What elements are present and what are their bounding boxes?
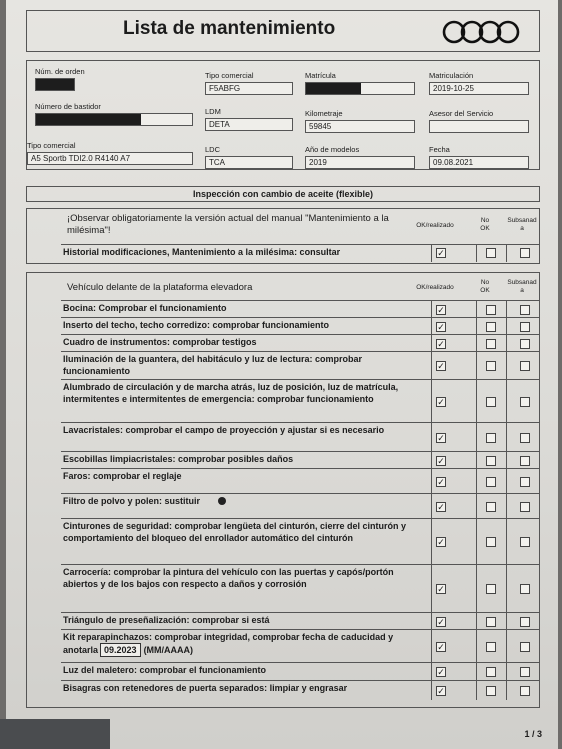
title-box [26,10,540,52]
nook-checkbox[interactable] [486,456,496,466]
nook-checkbox[interactable] [486,322,496,332]
page-number: 1 / 3 [524,729,542,739]
fecha-field: Fecha 09.08.2021 [429,145,529,169]
sub-checkbox[interactable] [520,477,530,487]
row-text: Luz del maletero: comprobar el funcionamiento [63,665,267,675]
audi-rings-logo [441,19,525,45]
checklist-row [61,300,540,317]
nook-checkbox[interactable] [486,502,496,512]
marker-dot-icon [218,497,226,505]
tipo-comercial-field: Tipo comercial A5 Sportb TDI2.0 R4140 A7 [27,141,193,165]
checklist-row [61,629,540,662]
checklist-row [61,422,540,451]
row-text: Faros: comprobar el reglaje [63,471,182,481]
row-text: Cuadro de instrumentos: comprobar testigos [63,337,257,347]
checklist-row [61,612,540,629]
sub-checkbox[interactable] [520,339,530,349]
row-text: Lavacristales: comprobar el campo de proyección y ajustar si es necesario [63,425,385,435]
row-text: Triángulo de preseñalización: comprobar si está [63,615,270,625]
row-text: Cinturones de seguridad: comprobar lengüeta del cinturón, cierre del cinturón y comportamiento del bloqueo del enrollador automático del cinturón [63,521,407,543]
nook-checkbox[interactable] [486,305,496,315]
checklist-row [61,493,540,518]
ok-checkbox[interactable]: ✓ [437,397,445,407]
ok-checkbox[interactable]: ✓ [437,456,445,466]
row-text: Carrocería: comprobar la pintura del vehículo con las puertas y capós/portón abiertos y de los bajos con respecto a daños y corrosión [63,567,394,589]
sub-checkbox[interactable] [520,433,530,443]
nook-checkbox[interactable] [486,361,496,371]
row-text: Bisagras con retenedores de puerta separados: limpiar y engrasar [63,683,348,693]
expiry-date-field[interactable]: 09.2023 [100,643,141,657]
ok-checkbox[interactable]: ✓ [437,502,445,512]
manual-group-header: ¡Observar obligatoriamente la versión actual del manual "Mantenimiento a la milésima"! [67,213,389,236]
nook-checkbox[interactable] [486,667,496,677]
nook-checkbox[interactable] [486,339,496,349]
sub-checkbox[interactable] [520,397,530,407]
ok-checkbox[interactable]: ✓ [437,339,445,349]
ok-checkbox[interactable]: ✓ [437,642,445,652]
nook-checkbox[interactable] [486,397,496,407]
orden-field: Núm. de orden [35,67,193,91]
kilometraje-field: Kilometraje 59845 [305,109,415,133]
ok-checkbox[interactable]: ✓ [437,667,445,677]
sub-checkbox[interactable] [520,537,530,547]
bastidor-field: Número de bastidor [35,102,193,126]
row-text: Kit reparapinchazos: comprobar integridad, comprobar fecha de caducidad y anotarla [63,632,394,655]
checklist-row [61,468,540,493]
row-text: Alumbrado de circulación y de marcha atrás, luz de posición, luz de matrícula, intermitentes e intermitentes de emergencia: comprobar funcionamiento [63,382,399,404]
ano-modelos-field: Año de modelos 2019 [305,145,415,169]
ldm-field: LDM DETA [205,107,293,131]
document-sheet [6,0,558,749]
sub-checkbox[interactable] [520,584,530,594]
checklist-row [61,379,540,422]
row-text: Inserto del techo, techo corredizo: comprobar funcionamiento [63,320,330,330]
asesor-field: Asesor del Servicio [429,109,529,133]
nook-checkbox[interactable] [486,477,496,487]
checklist-row [61,564,540,612]
col-sub-header: Subsanad a [507,217,537,232]
nook-checkbox[interactable] [486,686,496,696]
ok-checkbox[interactable]: ✓ [437,537,445,547]
nook-checkbox[interactable] [486,433,496,443]
ok-checkbox[interactable]: ✓ [437,584,445,594]
ok-checkbox[interactable]: ✓ [437,305,445,315]
nook-checkbox[interactable] [486,584,496,594]
checklist-row [61,317,540,334]
date-format-hint: (MM/AAAA) [143,645,194,655]
checklist-row [61,334,540,351]
vehicle-group-header: Vehículo delante de la plataforma elevadora [67,282,253,293]
checklist-row [61,451,540,468]
nook-checkbox[interactable] [486,642,496,652]
col-ok-header: OK/realizado [416,222,454,229]
sub-checkbox[interactable] [520,361,530,371]
checklist-row [61,518,540,564]
checklist-row [61,351,540,379]
checklist-row [61,680,540,700]
col-sub-header: Subsanad a [507,279,537,294]
col-nook-header: No OK [480,279,490,294]
matriculacion-field: Matriculación 2019-10-25 [429,71,529,95]
sub-checkbox[interactable] [520,456,530,466]
col-ok-header: OK/realizado [416,284,454,291]
row-text: Iluminación de la guantera, del habitáculo y luz de lectura: comprobar funcionamiento [63,354,363,376]
vehicle-info-box [26,60,540,170]
page-title: Lista de mantenimiento [123,18,336,39]
ok-checkbox[interactable]: ✓ [437,322,445,332]
ok-checkbox[interactable]: ✓ [437,361,445,371]
ldc-field: LDC TCA [205,145,293,169]
sub-checkbox[interactable] [520,617,530,627]
inspection-banner: Inspección con cambio de aceite (flexible) [26,186,540,202]
sub-checkbox[interactable] [520,305,530,315]
ok-checkbox[interactable]: ✓ [437,248,445,258]
manual-row: Historial modificaciones, Mantenimiento a la milésima: consultar ✓ [61,244,540,262]
sub-checkbox[interactable] [520,322,530,332]
sub-checkbox[interactable] [520,667,530,677]
col-nook-header: No OK [480,217,490,232]
nook-checkbox[interactable] [486,248,496,258]
sub-checkbox[interactable] [520,642,530,652]
row-text: Filtro de polvo y polen: sustituir [63,496,201,506]
nook-checkbox[interactable] [486,617,496,627]
matricula-field: Matrícula [305,71,415,95]
ok-checkbox[interactable]: ✓ [437,433,445,443]
row-text: Escobillas limpiacristales: comprobar posibles daños [63,454,294,464]
nook-checkbox[interactable] [486,537,496,547]
ok-checkbox[interactable]: ✓ [437,686,445,696]
tipo-field: Tipo comercial F5ABFG [205,71,293,95]
ok-checkbox[interactable]: ✓ [437,617,445,627]
row-text: Bocina: Comprobar el funcionamiento [63,303,227,313]
sub-checkbox[interactable] [520,686,530,696]
checklist-row [61,662,540,680]
ok-checkbox[interactable]: ✓ [437,477,445,487]
sub-checkbox[interactable] [520,248,530,258]
background-object [0,719,110,749]
sub-checkbox[interactable] [520,502,530,512]
